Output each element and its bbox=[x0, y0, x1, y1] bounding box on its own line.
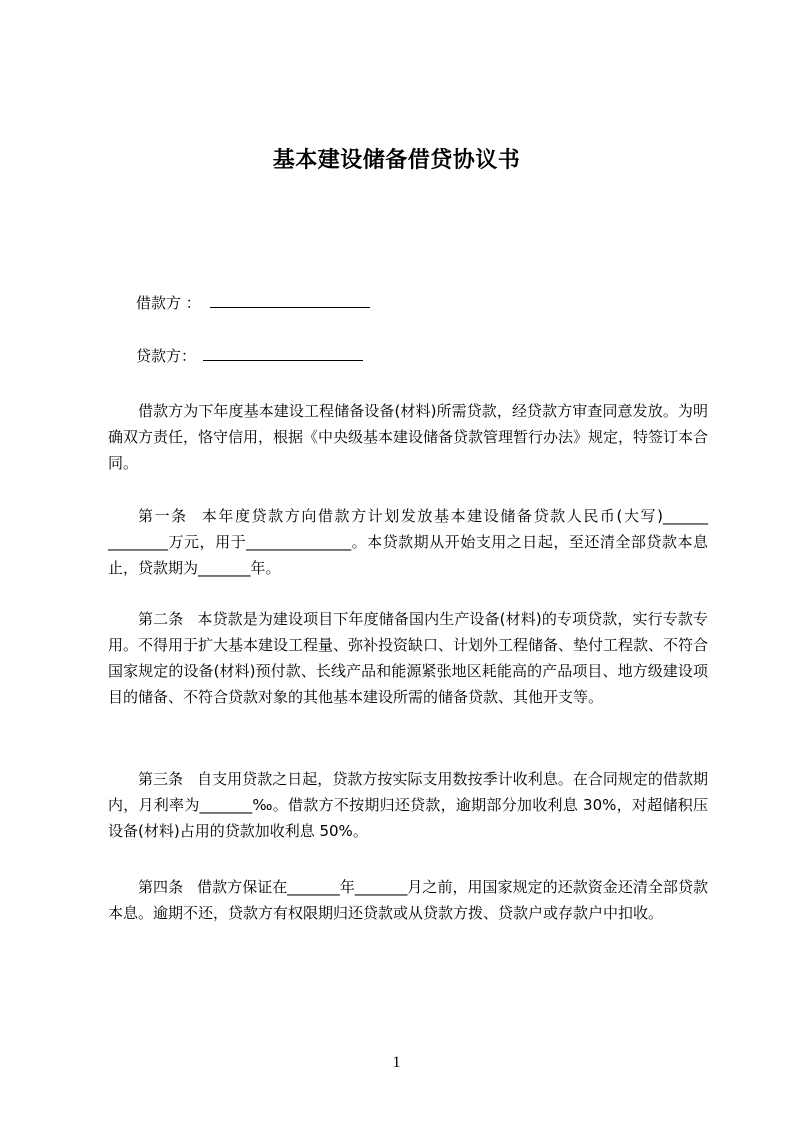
article-3-text: 自支用贷款之日起，贷款方按实际支用数按季计收利息。在合同规定的借款期内，月利率为_______‰。借款方不按期归还贷款，逾期部分加收利息 30%，对超储积压设备(材料)占用的贷款加收利息 50%。 bbox=[108, 770, 708, 840]
article-1-text: 本年度贷款方向借款方计划发放基本建设储备贷款人民币(大写)______ ________万元，用于______________。本贷款期从开始支用之日起，至还清全部贷款本息止，贷款期为_______年。 bbox=[108, 507, 708, 577]
lender-line bbox=[136, 292, 370, 313]
article-3 bbox=[108, 766, 708, 844]
article-4-label: 第四条 bbox=[138, 878, 184, 896]
article-4-text: 借款方保证在_______年_______月之前，用国家规定的还款资金还清全部贷款本息。逾期不还，贷款方有权限期归还贷款或从贷款方拨、贷款户或存款户中扣收。 bbox=[108, 878, 708, 922]
document-title: 基本建设储备借贷协议书 bbox=[272, 148, 521, 173]
article-2-label: 第二条 bbox=[138, 610, 184, 628]
article-1-label: 第一条 bbox=[138, 507, 188, 525]
borrower-line bbox=[136, 345, 363, 366]
article-4 bbox=[108, 874, 708, 926]
article-1 bbox=[108, 503, 708, 581]
intro-paragraph: 借款方为下年度基本建设工程储备设备(材料)所需贷款，经贷款方审查同意发放。为明确双方责任，恪守信用，根据《中央级基本建设储备贷款管理暂行办法》规定，特签订本合同。 bbox=[108, 402, 709, 472]
lender-label: 借款方 ： bbox=[136, 294, 201, 312]
article-2 bbox=[108, 606, 708, 710]
borrower-blank bbox=[203, 345, 363, 361]
page-number: 1 bbox=[392, 1054, 401, 1071]
article-2-text: 本贷款是为建设项目下年度储备国内生产设备(材料)的专项贷款，实行专款专用。不得用于扩大基本建设工程量、弥补投资缺口、计划外工程储备、垫付工程款、不符合国家规定的设备(材料)预付款、长线产品和能源紧张地区耗能高的产品项目、地方级建设项目的储备、不符合贷款对象的其他基本建设所需的储备贷款、其他开支等。 bbox=[108, 610, 709, 706]
lender-blank bbox=[210, 292, 370, 308]
article-3-label: 第三条 bbox=[138, 770, 184, 788]
borrower-label: 贷款方： bbox=[136, 347, 197, 365]
